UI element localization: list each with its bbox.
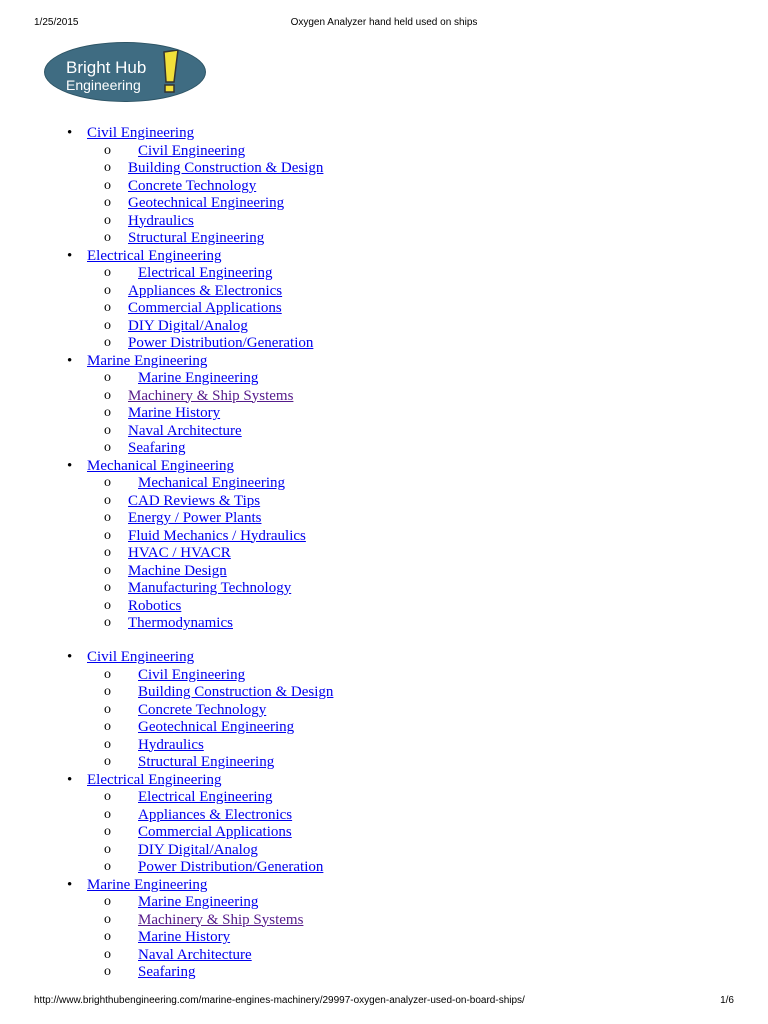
nav-link-energy-power-plants[interactable]: Energy / Power Plants xyxy=(128,510,262,526)
category-nav-2 xyxy=(0,649,768,982)
nav-link-appliances-electronics[interactable]: Appliances & Electronics xyxy=(128,282,283,299)
nav-link-machinery-ship-systems[interactable]: Machinery & Ship Systems xyxy=(138,911,304,928)
nav-subitem xyxy=(128,528,768,546)
nav-subitem xyxy=(128,580,768,598)
page-number: 1/6 xyxy=(720,995,734,1006)
nav-link-marine-history[interactable]: Marine History xyxy=(128,405,221,421)
nav-link-building-construction[interactable]: Building Construction & Design xyxy=(128,160,324,176)
nav-subitem xyxy=(128,300,768,318)
nav-link-geotechnical-engineering[interactable]: Geotechnical Engineering xyxy=(128,195,285,211)
nav-link-naval-architecture[interactable]: Naval Architecture xyxy=(138,946,252,963)
nav-link-marine-engineering[interactable]: Marine Engineering xyxy=(87,352,208,369)
nav-subitem xyxy=(128,493,768,511)
nav-subitem xyxy=(128,859,768,877)
nav-link-electrical-engineering-sub[interactable]: Electrical Engineering xyxy=(138,265,273,281)
nav-link-power-distribution[interactable]: Power Distribution/Generation xyxy=(128,335,314,351)
nav-link-seafaring[interactable]: Seafaring xyxy=(138,964,196,980)
nav-subitem xyxy=(128,684,768,702)
nav-link-appliances-electronics[interactable]: Appliances & Electronics xyxy=(138,806,293,823)
nav-link-robotics[interactable]: Robotics xyxy=(128,597,182,614)
nav-subitem xyxy=(128,964,768,982)
nav-link-seafaring[interactable]: Seafaring xyxy=(128,440,186,456)
nav-subitem xyxy=(128,947,768,965)
nav-subitem xyxy=(128,405,768,423)
nav-subitem xyxy=(128,510,768,528)
nav-link-machinery-ship-systems[interactable]: Machinery & Ship Systems xyxy=(128,387,294,404)
nav-link-structural-engineering[interactable]: Structural Engineering xyxy=(138,754,275,770)
nav-subitem xyxy=(128,475,768,493)
nav-link-civil-engineering-sub[interactable]: Civil Engineering xyxy=(138,142,246,159)
page-title: Oxygen Analyzer hand held used on ships xyxy=(290,17,478,28)
nav-link-hydraulics[interactable]: Hydraulics xyxy=(138,736,204,753)
nav-subitem xyxy=(128,563,768,581)
nav-subitem xyxy=(128,335,768,353)
page-url: http://www.brighthubengineering.com/marine-engines-machinery/29997-oxygen-analyzer-used-on-board-ships/ xyxy=(34,995,525,1006)
nav-link-fluid-mechanics[interactable]: Fluid Mechanics / Hydraulics xyxy=(128,527,306,544)
nav-subitem xyxy=(128,283,768,301)
nav-link-hvac[interactable]: HVAC / HVACR xyxy=(128,545,231,561)
nav-subitem xyxy=(128,178,768,196)
nav-subitem xyxy=(128,143,768,161)
nav-link-manufacturing-technology[interactable]: Manufacturing Technology xyxy=(128,580,292,596)
nav-link-geotechnical-engineering[interactable]: Geotechnical Engineering xyxy=(138,719,295,735)
nav-subitem xyxy=(128,719,768,737)
nav-link-diy-digital-analog[interactable]: DIY Digital/Analog xyxy=(128,317,248,334)
nav-link-commercial-applications[interactable]: Commercial Applications xyxy=(138,824,292,840)
nav-link-naval-architecture[interactable]: Naval Architecture xyxy=(128,422,242,439)
nav-link-concrete-technology[interactable]: Concrete Technology xyxy=(138,701,267,718)
nav-link-civil-engineering[interactable]: Civil Engineering xyxy=(87,125,195,141)
nav-link-mechanical-engineering[interactable]: Mechanical Engineering xyxy=(87,457,235,474)
exclamation-icon xyxy=(158,50,180,94)
nav-link-marine-engineering-sub[interactable]: Marine Engineering xyxy=(138,370,259,386)
nav-subitem xyxy=(128,423,768,441)
nav-link-structural-engineering[interactable]: Structural Engineering xyxy=(128,230,265,246)
print-date: 1/25/2015 xyxy=(34,17,79,28)
nav-subitem xyxy=(128,754,768,772)
nav-link-marine-engineering[interactable]: Marine Engineering xyxy=(87,876,208,893)
nav-link-civil-engineering-sub[interactable]: Civil Engineering xyxy=(138,666,246,683)
nav-link-concrete-technology[interactable]: Concrete Technology xyxy=(128,177,257,194)
nav-link-cad-reviews[interactable]: CAD Reviews & Tips xyxy=(128,492,261,509)
nav-subitem xyxy=(128,807,768,825)
nav-link-machine-design[interactable]: Machine Design xyxy=(128,562,227,579)
logo-text-bright-hub: Bright Hub xyxy=(66,58,147,77)
nav-subitem xyxy=(128,230,768,248)
nav-link-commercial-applications[interactable]: Commercial Applications xyxy=(128,300,282,316)
nav-link-marine-engineering-sub[interactable]: Marine Engineering xyxy=(138,894,259,910)
nav-subitem xyxy=(128,737,768,755)
nav-subitem xyxy=(128,265,768,283)
nav-subitem xyxy=(128,440,768,458)
nav-category-civil xyxy=(87,649,768,772)
nav-subitem xyxy=(128,545,768,563)
bright-hub-logo[interactable] xyxy=(44,42,206,102)
nav-link-electrical-engineering[interactable]: Electrical Engineering xyxy=(87,771,222,788)
nav-subitem xyxy=(128,213,768,231)
nav-subitem xyxy=(128,160,768,178)
nav-category-civil xyxy=(87,125,768,248)
nav-link-hydraulics[interactable]: Hydraulics xyxy=(128,212,194,229)
nav-link-electrical-engineering[interactable]: Electrical Engineering xyxy=(87,247,222,264)
nav-link-diy-digital-analog[interactable]: DIY Digital/Analog xyxy=(138,841,258,858)
category-nav-1 xyxy=(0,125,768,633)
nav-link-power-distribution[interactable]: Power Distribution/Generation xyxy=(138,859,324,875)
nav-subitem xyxy=(128,894,768,912)
nav-subitem xyxy=(128,912,768,930)
nav-link-thermodynamics[interactable]: Thermodynamics xyxy=(128,615,233,631)
nav-category-marine xyxy=(87,353,768,458)
nav-link-electrical-engineering-sub[interactable]: Electrical Engineering xyxy=(138,789,273,805)
nav-subitem xyxy=(128,598,768,616)
nav-category-electrical xyxy=(87,772,768,877)
nav-subitem xyxy=(128,929,768,947)
nav-link-building-construction[interactable]: Building Construction & Design xyxy=(138,684,334,700)
logo-text-engineering: Engineering xyxy=(66,77,141,93)
nav-subitem xyxy=(128,318,768,336)
nav-subitem xyxy=(128,667,768,685)
nav-subitem xyxy=(128,195,768,213)
nav-link-civil-engineering[interactable]: Civil Engineering xyxy=(87,649,195,665)
nav-link-mechanical-engineering-sub[interactable]: Mechanical Engineering xyxy=(138,475,286,491)
nav-category-electrical xyxy=(87,248,768,353)
nav-subitem xyxy=(128,842,768,860)
nav-category-marine xyxy=(87,877,768,982)
nav-category-mechanical xyxy=(87,458,768,633)
nav-subitem xyxy=(128,702,768,720)
nav-subitem xyxy=(128,370,768,388)
nav-link-marine-history[interactable]: Marine History xyxy=(138,929,231,945)
nav-subitem xyxy=(128,615,768,633)
nav-subitem xyxy=(128,824,768,842)
nav-subitem xyxy=(128,789,768,807)
nav-subitem xyxy=(128,388,768,406)
